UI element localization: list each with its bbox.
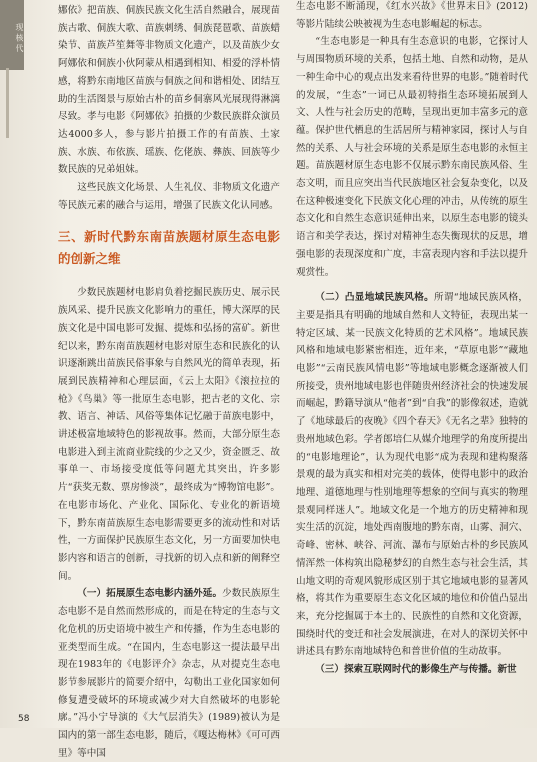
right-column	[296, 0, 528, 679]
paragraph-text: 冯小宁导演的《大气层消失》(1989)被认为是国内的第一部生态电影，随后，《嘎达梅林》《可可西里》等中国	[58, 712, 280, 759]
paragraph: 这些民族文化场景、人生礼仪、非物质文化遗产等民族元素的融合与运用，增强了民族文化认同感。	[58, 182, 280, 211]
section-heading: 三、新时代黔东南苗族题材原生态电影的创新之维	[58, 229, 280, 267]
paragraph: 娜依》把苗族、侗族民族文化生活自然融合，展现苗族古歌、侗族大歌、苗族刺绣、侗族琵琶歌、苗族蜡染节、苗族芦笙舞等非物质文化遗产，以及苗族少女阿娜依和侗族小伙阿蒙从相遇到相知、相爱的浮朴情感，将黔东南地区苗族与侗族之间和谐相处、团结互助的生活图景与原始古朴的苗乡侗寨风光展现得淋漓尽致。孝与电影《阿娜依》拍摄的少数民族群众演员达4000多人，参与影片拍摄工作的有苗族、土家族、水族、布依族、瑶族、仡佬族、彝族、回族等少数民族的兄弟姐妹。	[58, 5, 280, 176]
subsection-heading: （二）凸显地域民族风格。	[315, 292, 434, 304]
subsection-heading: （三）探索互联网时代的影像生产与传播。新世	[315, 664, 517, 676]
left-column	[58, 2, 280, 762]
paragraph: 生态电影不断涌现，《红水兴故》《世界末日》(2012)等影片陆续公映被视为生态电影崛起的标志。	[296, 1, 528, 30]
subsection-heading: （一）拓展原生态电影内涵外延。	[77, 588, 223, 600]
paragraph	[58, 585, 280, 762]
paragraph-text: 少数民族原生态电影不是自然而然形成的，而是在特定的生态与文化危机的历史语境中被生产和传播，作为生态电影的亚类型而生成。“在国内，生态电影这一提法最早出现在1983年的《电影评介》杂志，从对提克生态电影节参展影片的简要介绍中，勾勒出工业化国家如何修复遭受破坏的环境或减少对大自然破坏的电影轮廓。”	[58, 588, 281, 724]
tab-accent-bar	[6, 68, 9, 138]
page-number: 58	[18, 714, 30, 724]
paragraph: “生态电影是一种具有生态意识的电影，它探讨人与周围物质环境的关系，包括土地、自然和动物，是从一种生命中心的观点出发来看待世界的电影。”随着时代的发展，“生态”一词已从最初特指生态环境拓展到人文、人性与社会历史的范畴，呈现出更加丰富多元的意蕴。保护世代栖息的生活居所与精神家园，探讨人与自然的关系、人与社会环境的关系是原生态电影的永恒主题。苗族题材原生态电影不仅展示黔东南民族风俗、生态文明，而且应突出当代民族地区社会复杂变化，以及在这种极速变化下民族文化心理的冲击，从传统的原生态文化和自然生态意识延伸出来，以原生态电影的镜头语言和美学表达，探讨对精神生态失衡现状的反思，增强电影的表现深度和广度，丰富表现内容和手法以提升观赏性。	[296, 36, 528, 278]
section-tab: 现 核 代	[0, 0, 24, 70]
paragraph	[296, 289, 528, 661]
paragraph-text: 所谓“地域民族风格，主要是指具有明确的地域自然和人文特征，表现出某一特定区域、某一民族文化特质的艺术风格”。地域民族风格和地域电影紧密相连，近年来，“草原电影”“藏地电影”“云南民族风情电影”等地域电影概念逐渐被人们所接受，贵州地域电影也伴随贵州经济社会的快速发展而崛起，黔籍导演从“他者”到“自我”的影像叙述，造就了《地球最后的夜晚》《四个春天》《无名之辈》独特的贵州地域色彩。学者郎培仁从媒介地理学的角度所提出的“电影地理论”，认为现代电影“成为表现和建构聚落景观的最为真实和相对完美的载体，使得电影中的政治地理、道德地理与性别地理等想象的空间与真实的物理景观同样迷人”。地域文化是一个地方的历史精神和现实生活的沉淀，地处西南腹地的黔东南，山雾、洞穴、奇峰、密林、峡谷、河流、瀑布与原始古朴的乡民族风情浑然一体构筑出隐秘梦幻的自然生态与社会生活，其山地文明的奇观风貌形成区别于其它地域电影的显著风格，将其作为重要原生态文化区域的地位和价值凸显出来，充分挖掘属于本土的、民族性的自然和文化资源，围绕时代的变迁和社会发展演进，在对人的深切关怀中讲述具有黔东南地域特色和普世价值的生动故事。	[296, 292, 529, 658]
paragraph: 少数民族题材电影肩负着挖掘民族历史、展示民族风采、提升民族文化影响力的重任，博大深厚的民族文化是中国电影可发掘、提炼和弘扬的富矿。新世纪以来，黔东南苗族题材电影对原生态和民族化的认识逐渐跳出苗族民俗事象与自然风光的简单表现，拓展到民族精神和心理层面，《云上太阳》《滚拉拉的枪》《鸟巢》等一批原生态电影，把古老的文化、宗教、语言、神话、风俗等集体记忆融于苗族电影中，讲述极富地域特色的影视故事。然而，大部分原生态电影进入到主流商业院线的少之又少，资金匮乏、故事单一、市场接受度低等问题尤其突出，许多影片“获奖无数、票房惨淡”，最终成为“博物馆电影”。在电影市场化、产业化、国际化、专业化的新语境下，黔东南苗族原生态电影需要更多的流动性和对话性，一方面保护民族原生态文化，另一方面要加快电影内容和语言的创新，寻找新的切入点和新的阐释空间。	[58, 287, 280, 582]
